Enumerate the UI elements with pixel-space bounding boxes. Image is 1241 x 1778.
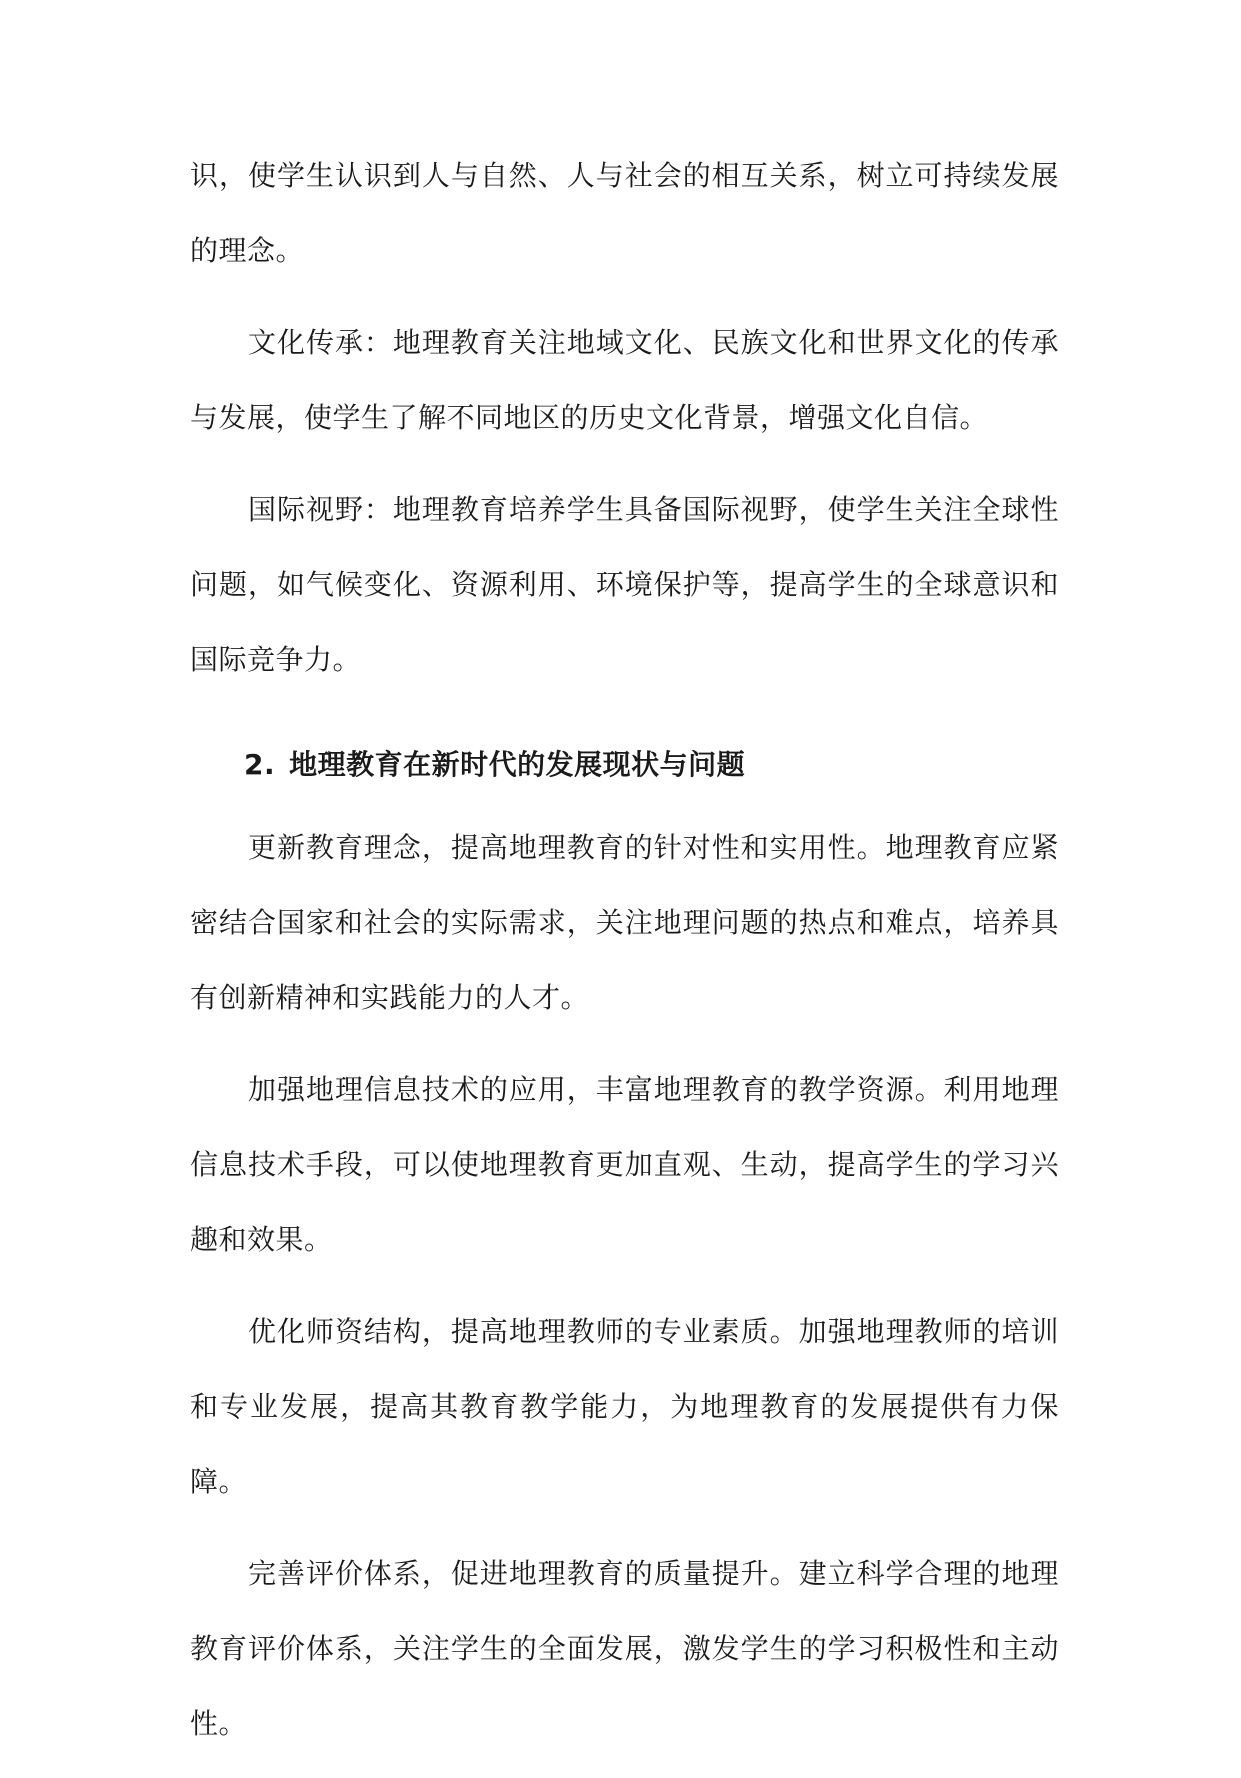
section-number: 2. xyxy=(244,748,276,781)
paragraph-continued-sustainability: 识，使学生认识到人与自然、人与社会的相互关系，树立可持续发展的理念。 xyxy=(190,159,1059,267)
paragraph-cultural-heritage: 文化传承：地理教育关注地域文化、民族文化和世界文化的传承与发展，使学生了解不同地区的历史文化背景，增强文化自信。 xyxy=(190,326,1059,434)
section-title: 地理教育在新时代的发展现状与问题 xyxy=(289,748,746,781)
paragraph-international-vision: 国际视野：地理教育培养学生具备国际视野，使学生关注全球性问题，如气候变化、资源利用、环境保护等，提高学生的全球意识和国际竞争力。 xyxy=(190,493,1059,676)
document-body xyxy=(190,138,1059,1778)
section-heading xyxy=(190,727,1059,802)
paragraph-teacher-structure: 优化师资结构，提高地理教师的专业素质。加强地理教师的培训和专业发展，提高其教育教学能力，为地理教育的发展提供有力保障。 xyxy=(190,1315,1059,1498)
paragraph-update-concepts: 更新教育理念，提高地理教育的针对性和实用性。地理教育应紧密结合国家和社会的实际需求，关注地理问题的热点和难点，培养具有创新精神和实践能力的人才。 xyxy=(190,831,1059,1014)
paragraph-evaluation-system: 完善评价体系，促进地理教育的质量提升。建立科学合理的地理教育评价体系，关注学生的全面发展，激发学生的学习积极性和主动性。 xyxy=(190,1557,1059,1740)
paragraph-gis-application: 加强地理信息技术的应用，丰富地理教育的教学资源。利用地理信息技术手段，可以使地理教育更加直观、生动，提高学生的学习兴趣和效果。 xyxy=(190,1073,1059,1256)
